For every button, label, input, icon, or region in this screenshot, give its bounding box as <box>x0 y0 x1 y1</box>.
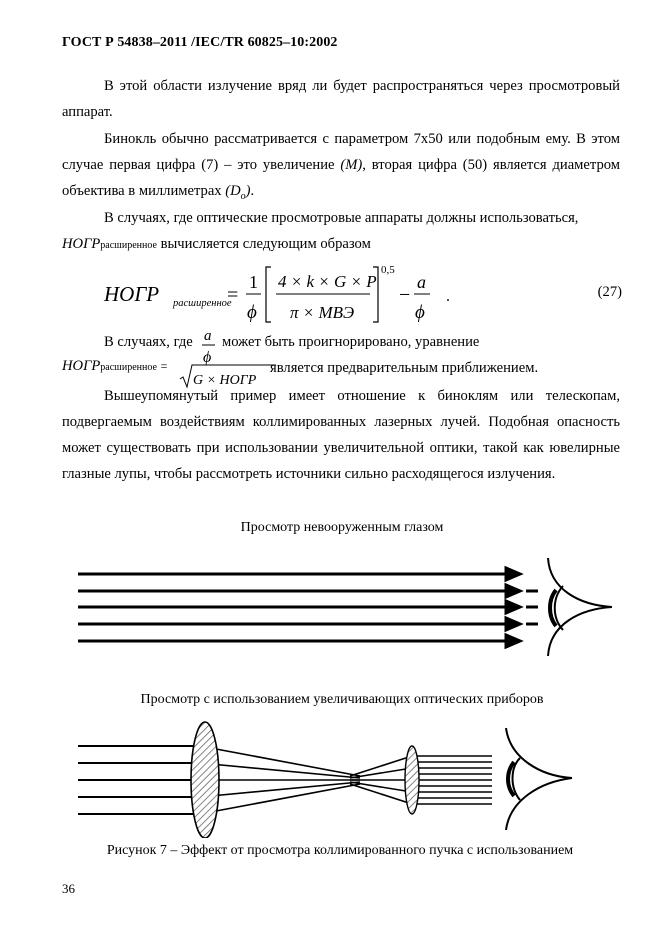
p4-phi: ϕ <box>203 349 212 366</box>
figure-title-optical: Просмотр с использованием увеличивающих оптических приборов <box>140 692 544 707</box>
paragraph-1 <box>62 73 620 125</box>
outgoing-beams <box>412 756 492 804</box>
converging-beams <box>200 746 412 814</box>
formula-one: 1 <box>249 272 258 292</box>
formula-a: a <box>417 272 426 292</box>
formula-denominator: π × МВЭ <box>290 303 355 322</box>
p2-text-a: Бинокль обычно рассматривается с параметром 7x50 или подобным ему. В этом случае первая цифра (7) – это увеличение <box>62 131 620 173</box>
p4-text-post: может быть проигнорировано, уравнение <box>222 334 480 350</box>
p5-sqrt-content: G × НОГР <box>193 373 257 388</box>
formula-exponent: 0,5 <box>381 264 395 276</box>
p2-text-b: , вторая цифра (50) является диаметром объектива в миллиметрах <box>62 157 621 199</box>
p5-nogr: НОГР <box>62 358 101 374</box>
formula-dot: . <box>446 288 450 305</box>
page-header: ГОСТ Р 54838–2011 /IEC/TR 60825–10:2002 <box>62 35 338 50</box>
p5-equals: = <box>160 359 168 373</box>
p4-text-pre: В случаях, где <box>104 334 193 350</box>
p5-nogr-sub: расширенное <box>100 362 157 373</box>
figure-caption: Рисунок 7 – Эффект от просмотра коллимированного пучка с использованием <box>106 843 574 858</box>
eye-icon <box>548 558 612 656</box>
figure-title-naked-eye: Просмотр невооруженным глазом <box>240 520 444 535</box>
p3-nogr: НОГР <box>62 236 101 252</box>
formula-lhs: НОГР <box>104 282 160 306</box>
formula-minus: − <box>399 284 411 306</box>
p2-symbol-m: (M) <box>340 157 363 173</box>
figure-optical-diagram <box>60 718 620 838</box>
eyepiece-lens <box>405 746 419 814</box>
p2-text-end: . <box>250 183 255 199</box>
figure-naked-eye-diagram <box>60 550 620 662</box>
page-number: 36 <box>62 881 75 896</box>
formula-phi: ϕ <box>247 302 257 323</box>
eye-icon-2 <box>506 728 572 830</box>
incoming-beams <box>78 746 200 814</box>
paragraph-6-text: Вышеупомянутый пример имеет отношение к биноклям или телескопам, подвергаемым воздействиям коллимированных лазерных лучей. Подобная опасность может существовать при использовании увеличительной оптики, такой как ювелирные глазные лупы, чтобы рассмотреть источники сильно расходящегося излучения. <box>62 388 620 482</box>
formula-graphic <box>62 262 562 328</box>
objective-lens <box>191 722 219 838</box>
formula-27 <box>62 262 622 328</box>
p5-text-post: является предварительным приближением. <box>270 360 539 376</box>
p3-tail: вычисляется следующим образом <box>156 236 371 252</box>
formula-numerator: 4 × k × G × P <box>278 272 377 291</box>
left-bracket <box>266 267 271 322</box>
paragraph-1-text: В этой области излучение вряд ли будет распространяться через просмотровый аппарат. <box>62 78 620 120</box>
formula-equals: = <box>227 284 239 306</box>
beam-dashes <box>526 591 538 624</box>
p2-symbol-d: $(D_o)$ <box>225 183 251 202</box>
formula-phi-2: ϕ <box>415 302 425 323</box>
collimated-beams <box>78 568 520 647</box>
formula-lhs-sub: расширенное <box>173 298 232 309</box>
p3-nogr-sub: расширенное <box>100 240 157 251</box>
p4-a: a <box>204 328 212 344</box>
paragraph-3 <box>62 205 620 259</box>
paragraph-6 <box>62 383 620 487</box>
p3-text: В случаях, где оптические просмотровые аппараты должны использоваться, <box>104 210 579 226</box>
paragraph-2 <box>62 126 620 210</box>
formula-number: (27) <box>597 284 622 300</box>
